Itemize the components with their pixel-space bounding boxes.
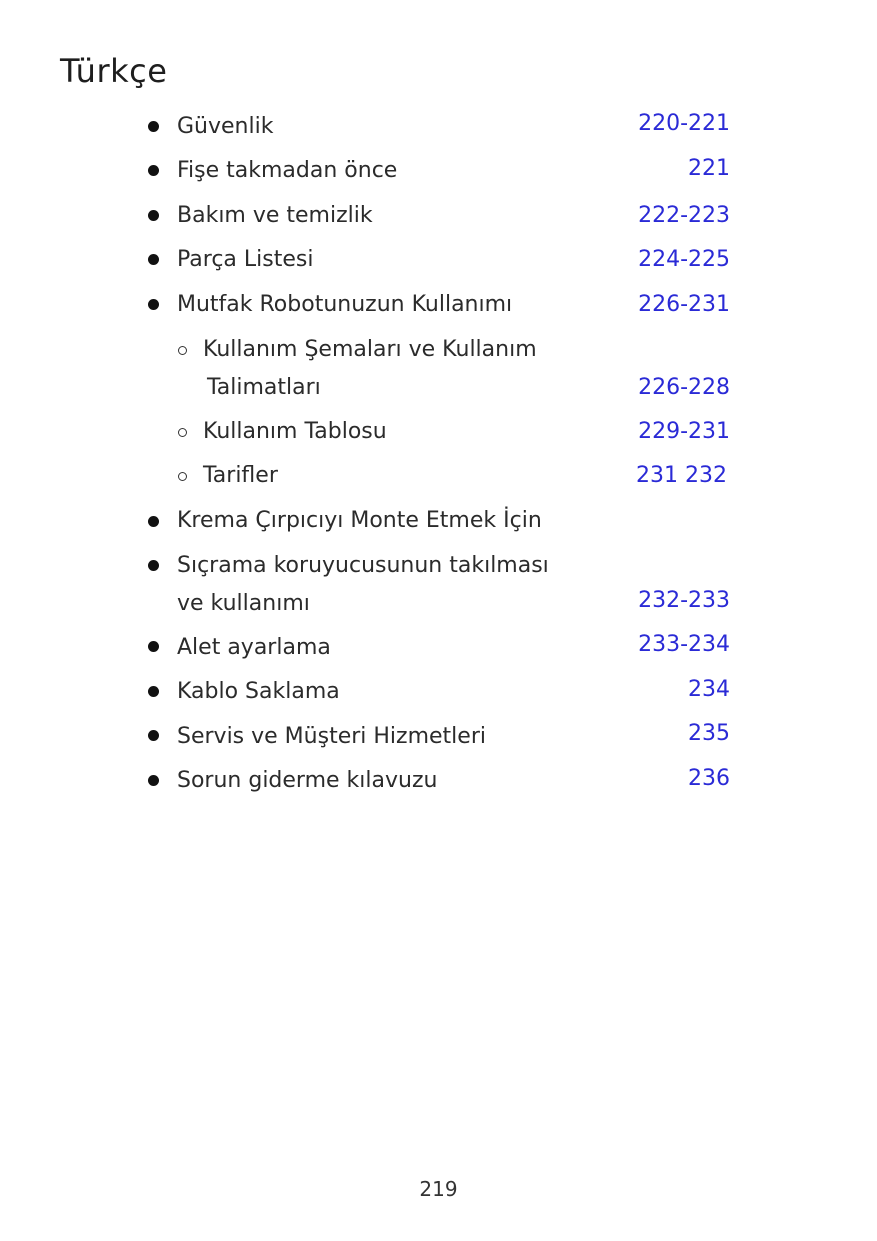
- toc-item-label: Kullanım Tablosu: [203, 419, 387, 444]
- sub-bullet-icon: [178, 428, 187, 437]
- toc-page-link[interactable]: 231 232: [636, 463, 727, 488]
- bullet-icon: [148, 686, 159, 697]
- toc-item-label: Bakım ve temizlik: [177, 203, 373, 228]
- toc-item-label: Servis ve Müşteri Hizmetleri: [177, 724, 486, 749]
- toc-page-link[interactable]: 233-234: [638, 632, 730, 657]
- toc-page-link[interactable]: 232-233: [638, 588, 730, 613]
- toc-item-label: Krema Çırpıcıyı Monte Etmek İçin: [177, 508, 542, 533]
- toc-page-link[interactable]: 229-231: [638, 419, 730, 444]
- page-number: 219: [419, 1177, 458, 1201]
- toc-item-label: Mutfak Robotunuzun Kullanımı: [177, 292, 513, 317]
- toc-page-link[interactable]: 222-223: [638, 203, 730, 228]
- bullet-icon: [148, 210, 159, 221]
- toc-page-link[interactable]: 226-231: [638, 292, 730, 317]
- sub-bullet-icon: [178, 472, 187, 481]
- bullet-icon: [148, 730, 159, 741]
- toc-item-label: Parça Listesi: [177, 247, 314, 272]
- toc-page-link[interactable]: 236: [688, 766, 730, 791]
- toc-item-label: Tarifler: [203, 463, 278, 488]
- toc-item-label: Fişe takmadan önce: [177, 158, 398, 183]
- bullet-icon: [148, 641, 159, 652]
- bullet-icon: [148, 516, 159, 527]
- bullet-icon: [148, 560, 159, 571]
- toc-page-link[interactable]: 220-221: [638, 111, 730, 136]
- bullet-icon: [148, 775, 159, 786]
- bullet-icon: [148, 121, 159, 132]
- toc-item-label: Sorun giderme kılavuzu: [177, 768, 438, 793]
- toc-item-label: Güvenlik: [177, 114, 274, 139]
- page-title: Türkçe: [60, 52, 168, 90]
- sub-bullet-icon: [178, 346, 187, 355]
- toc-item-label: Alet ayarlama: [177, 635, 331, 660]
- toc-item-label: Sıçrama koruyucusunun takılması: [177, 553, 549, 578]
- toc-item-label-continued: Talimatları: [207, 375, 321, 400]
- toc-item-label: Kullanım Şemaları ve Kullanım: [203, 337, 537, 362]
- toc-item-label: Kablo Saklama: [177, 679, 340, 704]
- toc-item-label-continued: ve kullanımı: [177, 591, 310, 616]
- bullet-icon: [148, 254, 159, 265]
- bullet-icon: [148, 299, 159, 310]
- toc-page-link[interactable]: 221: [688, 156, 730, 181]
- toc-page-link[interactable]: 226-228: [638, 375, 730, 400]
- bullet-icon: [148, 165, 159, 176]
- toc-page-link[interactable]: 235: [688, 721, 730, 746]
- toc-page-link[interactable]: 234: [688, 677, 730, 702]
- toc-page-link[interactable]: 224-225: [638, 247, 730, 272]
